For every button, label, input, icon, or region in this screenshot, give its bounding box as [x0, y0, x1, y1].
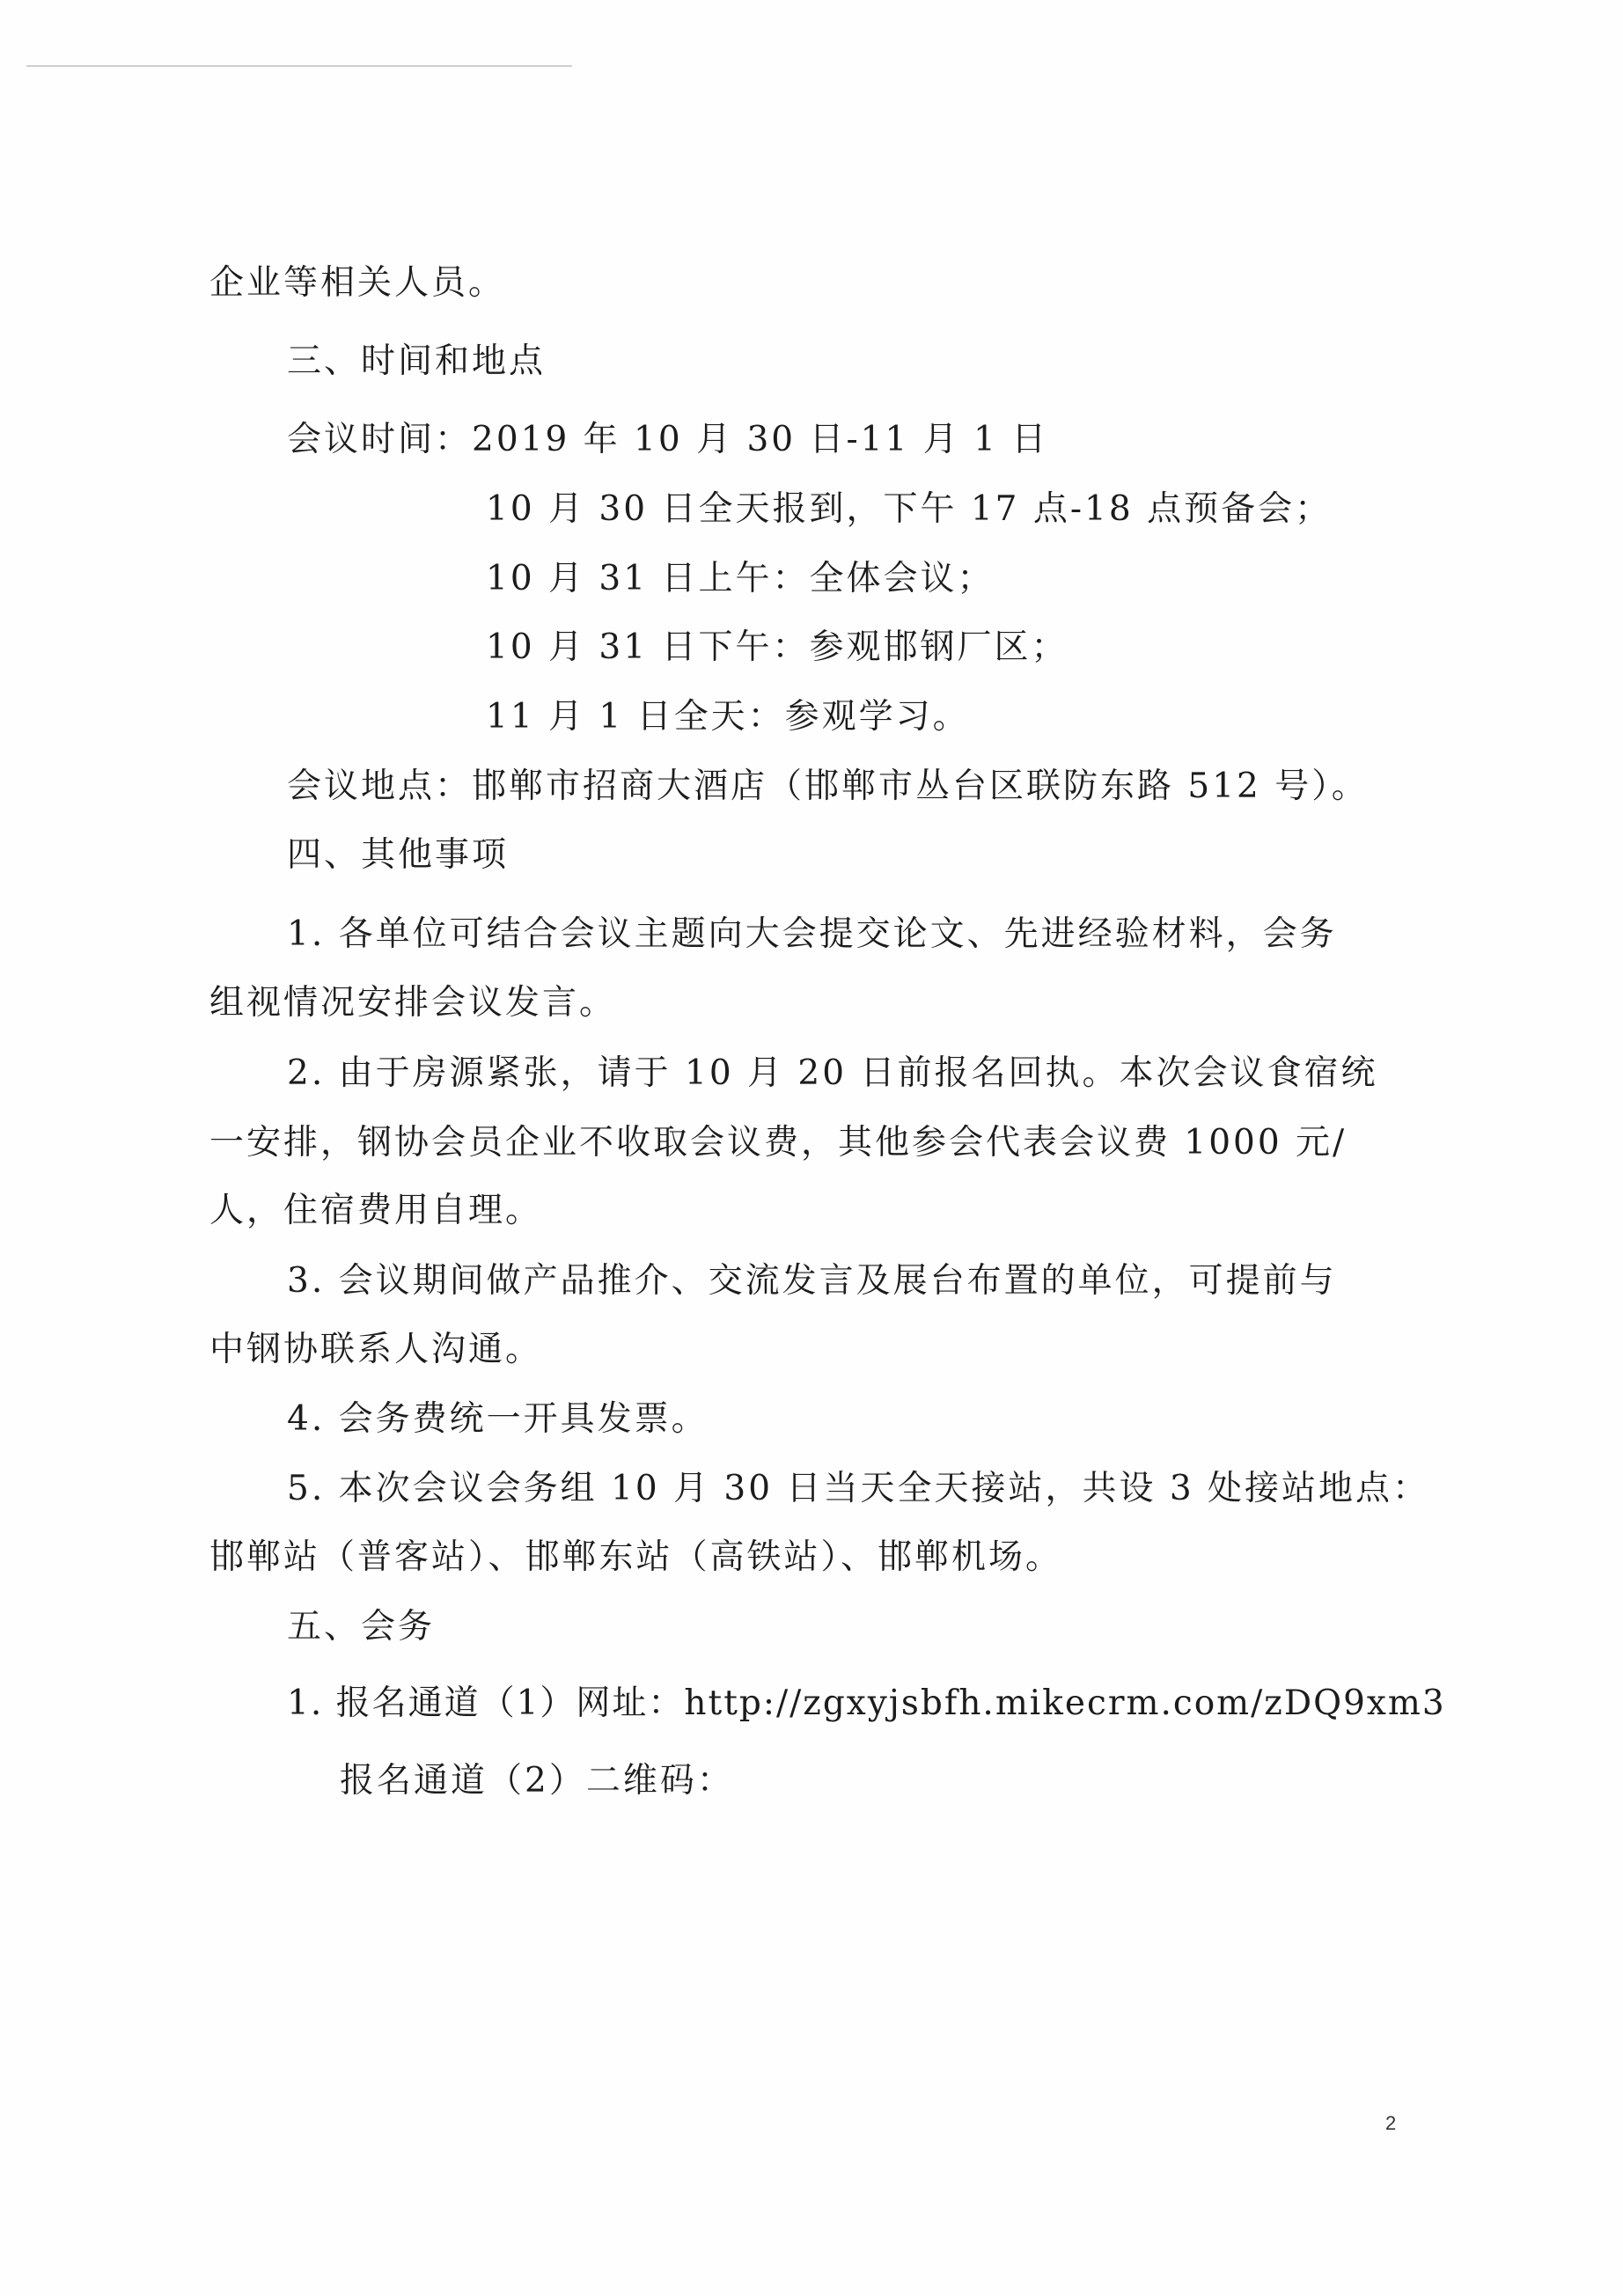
schedule-line-4: 11 月 1 日全天：参观学习。	[486, 697, 970, 737]
registration-qr-line: 报名通道（2）二维码：	[340, 1761, 734, 1801]
item-5-line-2: 邯郸站（普客站）、邯郸东站（高铁站）、邯郸机场。	[209, 1537, 1063, 1577]
section-heading-affairs: 五、会务	[287, 1607, 436, 1647]
schedule-line-2: 10 月 31 日上午：全体会议；	[486, 559, 995, 598]
section-heading-time-place: 三、时间和地点	[287, 341, 547, 381]
section-heading-other: 四、其他事项	[287, 835, 510, 875]
registration-url-line[interactable]: 1. 报名通道（1）网址：http://zgxyjsbfh.mikecrm.com/zDQ9xm3	[287, 1683, 1446, 1723]
page-number: 2	[1385, 2112, 1397, 2134]
header-rule	[26, 65, 572, 67]
item-4-line: 4. 会务费统一开具发票。	[287, 1399, 709, 1439]
item-3-line-2: 中钢协联系人沟通。	[209, 1330, 543, 1369]
schedule-line-3: 10 月 31 日下午：参观邯钢厂区；	[486, 627, 1069, 667]
item-1-line-2: 组视情况安排会议发言。	[209, 983, 617, 1023]
item-2-line-1: 2. 由于房源紧张，请于 10 月 20 日前报名回执。本次会议食宿统	[287, 1053, 1378, 1093]
item-2-line-2: 一安排，钢协会员企业不收取会议费，其他参会代表会议费 1000 元/	[209, 1123, 1348, 1163]
item-5-line-1: 5. 本次会议会务组 10 月 30 日当天全天接站，共设 3 处接站地点：	[287, 1469, 1430, 1508]
item-1-line-1: 1. 各单位可结合会议主题向大会提交论文、先进经验材料，会务	[287, 914, 1337, 954]
meeting-location-line: 会议地点：邯郸市招商大酒店（邯郸市丛台区联防东路 512 号）。	[287, 767, 1369, 806]
item-3-line-1: 3. 会议期间做产品推介、交流发言及展台布置的单位，可提前与	[287, 1261, 1337, 1301]
text-line-continuation: 企业等相关人员。	[209, 263, 506, 303]
meeting-time-line: 会议时间：2019 年 10 月 30 日-11 月 1 日	[287, 420, 1049, 459]
schedule-line-1: 10 月 30 日全天报到，下午 17 点-18 点预备会；	[486, 489, 1333, 529]
item-2-line-3: 人，住宿费用自理。	[209, 1191, 543, 1230]
